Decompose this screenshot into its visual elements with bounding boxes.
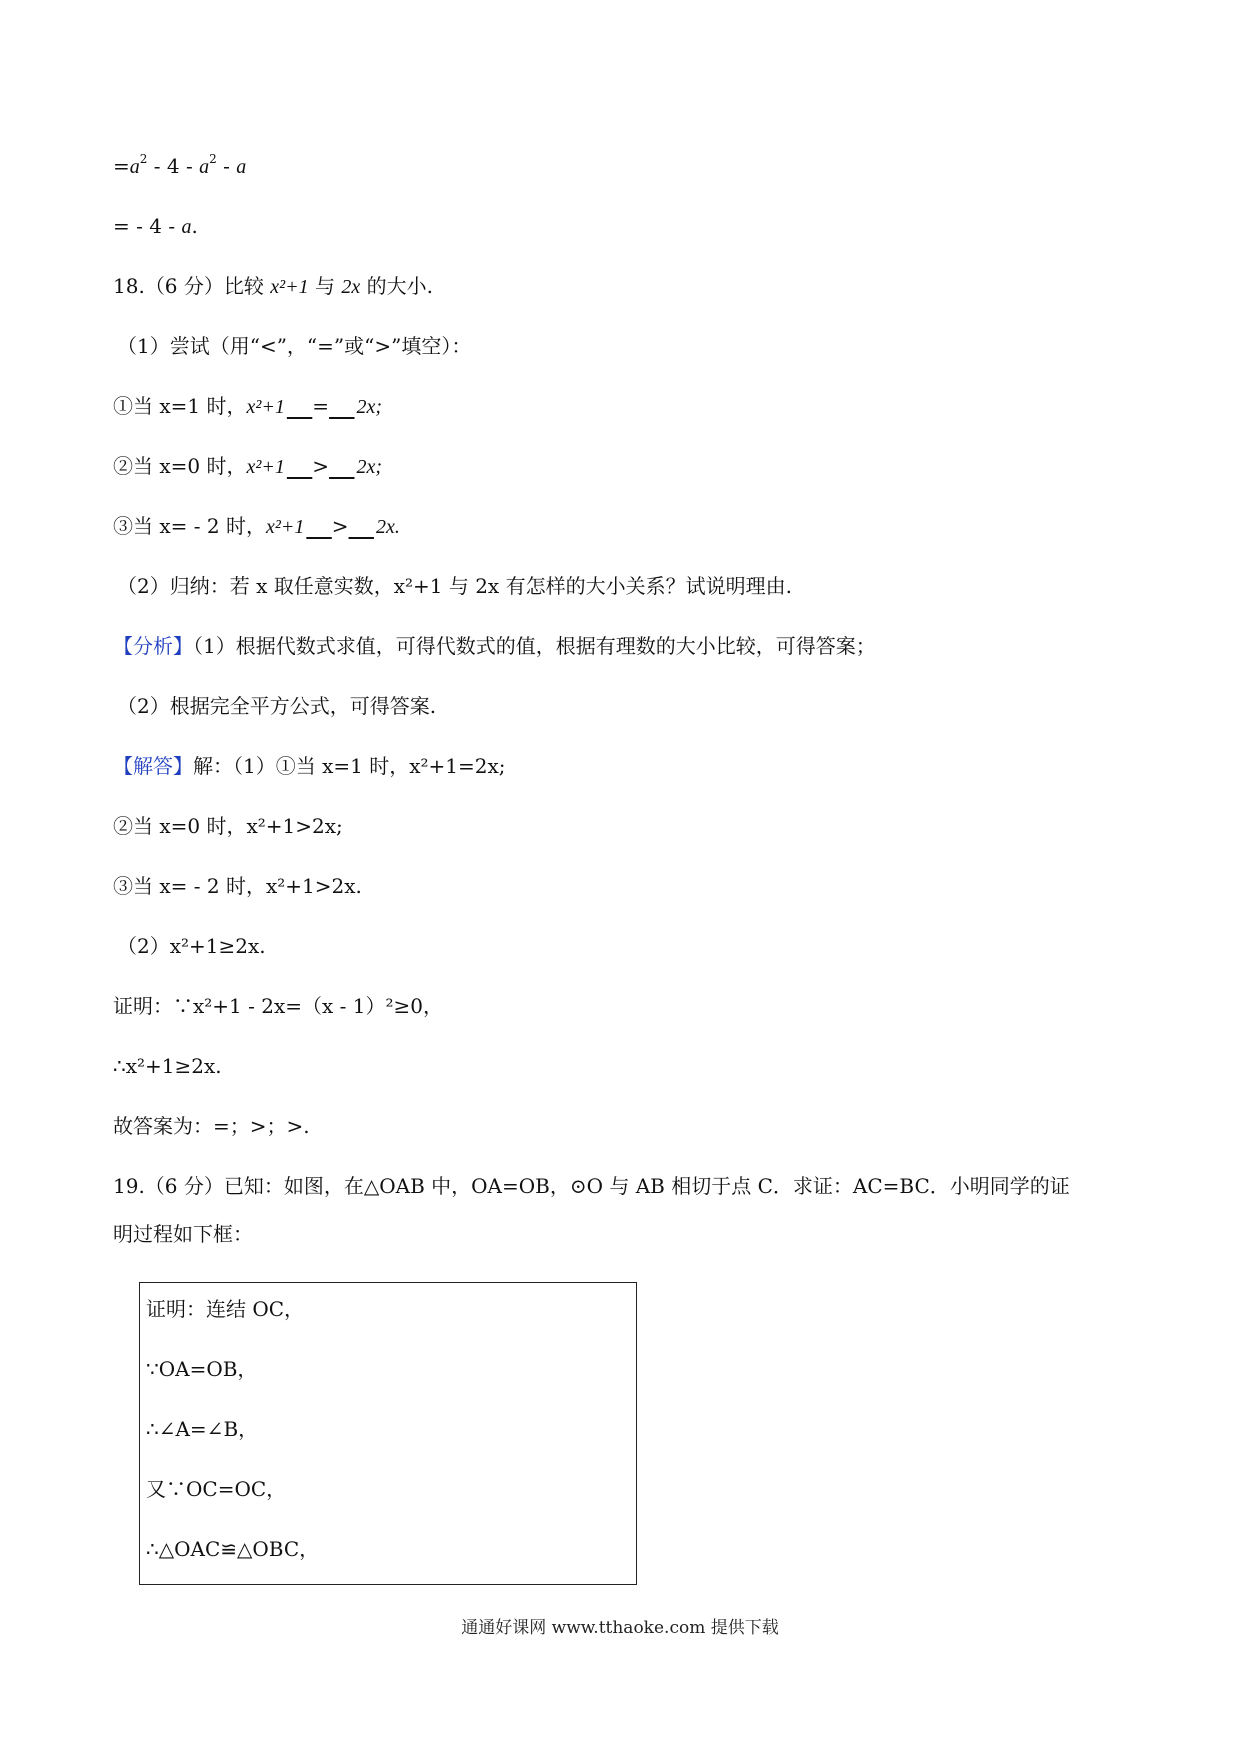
prev-step-2: = - 4 - a.	[113, 214, 198, 238]
q18-part1-prompt: （1）尝试（用“<”，“=”或“>”填空）：	[117, 334, 472, 358]
case-3-right: 2x.	[375, 516, 400, 538]
case-1-answer-blank	[285, 392, 357, 420]
solution-line-1: 解：（1）①当 x=1 时，x²+1=2x;	[193, 754, 506, 778]
case-2-right: 2x;	[356, 456, 383, 478]
q18-stem-text: 比较	[223, 274, 264, 298]
case-2-label: ②当 x=0 时，	[113, 454, 247, 478]
proof-line-5: ∴△OAC≌△OBC，	[146, 1537, 320, 1561]
page-footer: 通通好课网 www.tthaoke.com 提供下载	[461, 1618, 779, 1638]
q19-stem-line-2: 明过程如下框：	[113, 1222, 253, 1246]
proof-line-4: 又∵OC=OC，	[146, 1477, 287, 1501]
q19-stem-line-1: 19.（6 分）已知：如图，在△OAB 中，OA=OB，⊙O 与 AB 相切于点 C．求证：AC=BC．小明同学的证	[113, 1174, 1070, 1198]
case-1-answer: =	[312, 394, 330, 418]
q18-stem-end: 的大小.	[366, 274, 433, 298]
solution-line-6: ∴x²+1≥2x.	[113, 1054, 222, 1078]
case-3-answer: >	[331, 514, 349, 538]
case-2-answer: >	[312, 454, 330, 478]
q18-stem	[113, 272, 433, 301]
solution-line-2: ②当 x=0 时，x²+1>2x;	[113, 814, 343, 838]
case-2-answer-blank	[285, 452, 357, 480]
solution-line-5: 证明：∵x²+1 - 2x=（x - 1）²≥0，	[113, 994, 443, 1018]
proof-line-2: ∵OA=OB，	[146, 1357, 258, 1381]
solution-line-4: （2）x²+1≥2x.	[117, 934, 266, 958]
case-1-label: ①当 x=1 时，	[113, 394, 247, 418]
q18-score: （6 分）	[144, 274, 224, 298]
q18-case-1	[113, 392, 382, 421]
case-1-left: x²+1	[246, 396, 285, 418]
proof-line-1: 证明：连结 OC，	[146, 1297, 305, 1321]
q18-connector: 与	[315, 274, 335, 298]
proof-box	[139, 1282, 637, 1585]
q18-case-3	[113, 512, 400, 541]
case-3-left: x²+1	[265, 516, 305, 538]
case-3-answer-blank	[304, 512, 376, 540]
analysis-line-2: （2）根据完全平方公式，可得答案.	[117, 694, 437, 718]
q18-expr-b: 2x	[341, 276, 361, 298]
analysis-tag: 【分析】	[113, 634, 193, 658]
analysis-line-1: （1）根据代数式求值，可得代数式的值，根据有理数的大小比较，可得答案；	[193, 634, 876, 658]
solution-tag: 【解答】	[113, 754, 193, 778]
solution-line-3: ③当 x= - 2 时，x²+1>2x.	[113, 874, 362, 898]
q18-solution-first	[113, 752, 505, 780]
case-3-label: ③当 x= - 2 时，	[113, 514, 266, 538]
q18-analysis	[113, 632, 876, 660]
q18-part2-prompt: （2）归纳：若 x 取任意实数，x²+1 与 2x 有怎样的大小关系？试说明理由.	[117, 574, 792, 598]
q18-number: 18.	[113, 274, 145, 298]
prev-step-1: $=a^2 - 4 - a^2 - a$	[113, 152, 247, 178]
case-1-right: 2x;	[356, 396, 383, 418]
solution-line-7: 故答案为：=；>；>.	[113, 1114, 310, 1138]
q18-expr-a: x²+1	[270, 276, 309, 298]
q18-case-2	[113, 452, 382, 481]
case-2-left: x²+1	[246, 456, 285, 478]
proof-line-3: ∴∠A=∠B，	[146, 1417, 259, 1441]
